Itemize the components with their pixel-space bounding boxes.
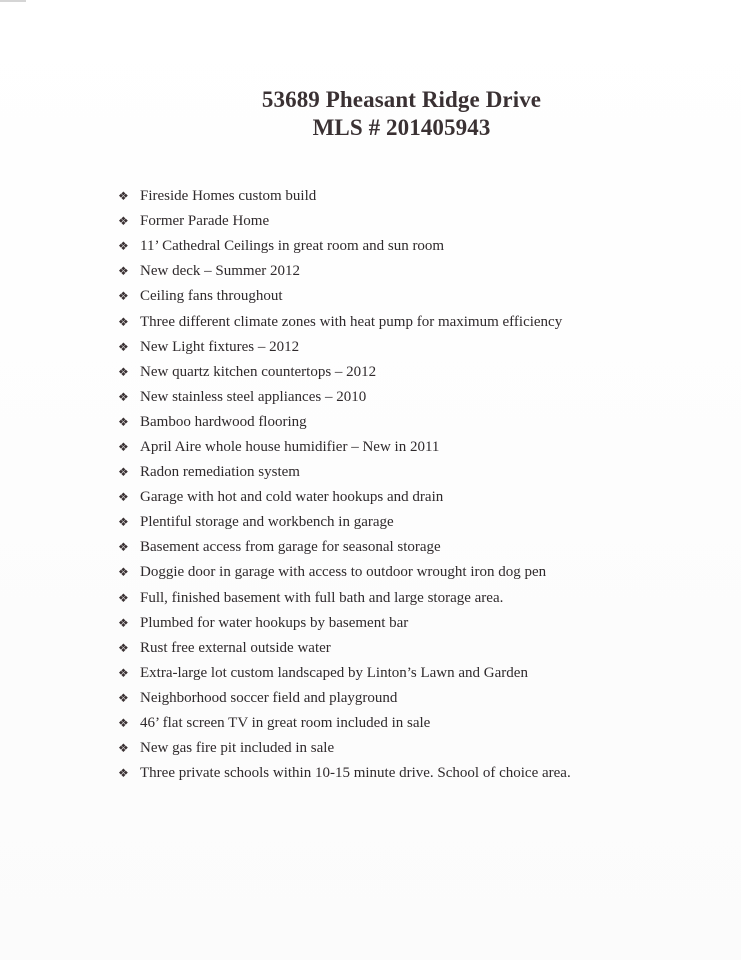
feature-text: Bamboo hardwood flooring (140, 413, 307, 430)
feature-list-item (118, 410, 718, 435)
mls-number-title: MLS # 201405943 (312, 115, 491, 140)
feature-list-item (118, 661, 718, 686)
diamond-bullet-icon: ❖ (118, 364, 129, 379)
diamond-bullet-icon: ❖ (118, 214, 129, 229)
feature-text: Plumbed for water hookups by basement bar (140, 614, 409, 631)
feature-text: New Light fixtures – 2012 (140, 338, 300, 355)
diamond-bullet-icon: ❖ (118, 741, 129, 756)
diamond-bullet-icon: ❖ (118, 189, 129, 204)
feature-list-item (118, 460, 718, 485)
feature-text: Rust free external outside water (140, 639, 331, 656)
diamond-bullet-icon: ❖ (118, 289, 129, 304)
diamond-bullet-icon: ❖ (118, 665, 129, 680)
diamond-bullet-icon: ❖ (118, 339, 129, 354)
feature-list-item (118, 560, 718, 585)
feature-text: 11’ Cathedral Ceilings in great room and sun room (140, 238, 445, 255)
feature-text: Radon remediation system (140, 464, 300, 481)
feature-text: Fireside Homes custom build (140, 188, 317, 205)
feature-list-item (118, 586, 718, 611)
diamond-bullet-icon: ❖ (118, 716, 129, 731)
diamond-bullet-icon: ❖ (118, 690, 129, 705)
diamond-bullet-icon: ❖ (118, 239, 129, 254)
feature-text: New gas fire pit included in sale (140, 740, 335, 757)
feature-text: 46’ flat screen TV in great room included in sale (140, 715, 431, 732)
feature-list-item (118, 510, 718, 535)
feature-text: New stainless steel appliances – 2010 (140, 388, 367, 405)
feature-text: Former Parade Home (140, 213, 270, 230)
feature-text: Three different climate zones with heat pump for maximum efficiency (140, 313, 563, 330)
document-header (0, 86, 741, 142)
feature-list-item (118, 611, 718, 636)
feature-text: Plentiful storage and workbench in garage (140, 514, 394, 531)
diamond-bullet-icon: ❖ (118, 439, 129, 454)
feature-list-item (118, 335, 718, 360)
feature-text: Doggie door in garage with access to outdoor wrought iron dog pen (140, 564, 547, 581)
feature-text: Neighborhood soccer field and playground (140, 689, 398, 706)
feature-list-item (118, 234, 718, 259)
feature-list-item (118, 711, 718, 736)
feature-list-item (118, 184, 718, 209)
feature-list-item (118, 259, 718, 284)
diamond-bullet-icon: ❖ (118, 515, 129, 530)
property-address-title: 53689 Pheasant Ridge Drive (261, 87, 542, 112)
feature-list-item (118, 360, 718, 385)
feature-list-item (118, 435, 718, 460)
feature-text: Three private schools within 10-15 minute drive. School of choice area. (140, 765, 571, 782)
diamond-bullet-icon: ❖ (118, 615, 129, 630)
feature-text: Basement access from garage for seasonal storage (140, 539, 441, 556)
feature-text: Full, finished basement with full bath and large storage area. (140, 589, 504, 606)
feature-text: Extra-large lot custom landscaped by Linton’s Lawn and Garden (140, 664, 528, 681)
scan-artifact (0, 0, 26, 2)
diamond-bullet-icon: ❖ (118, 590, 129, 605)
diamond-bullet-icon: ❖ (118, 314, 129, 329)
diamond-bullet-icon: ❖ (118, 465, 129, 480)
feature-list-item (118, 736, 718, 761)
feature-text: April Aire whole house humidifier – New in 2011 (140, 438, 440, 455)
diamond-bullet-icon: ❖ (118, 414, 129, 429)
diamond-bullet-icon: ❖ (118, 766, 129, 781)
feature-text: New deck – Summer 2012 (140, 263, 300, 280)
feature-text: Garage with hot and cold water hookups and drain (140, 489, 444, 506)
diamond-bullet-icon: ❖ (118, 264, 129, 279)
diamond-bullet-icon: ❖ (118, 540, 129, 555)
feature-list-item (118, 686, 718, 711)
feature-list (118, 184, 718, 786)
feature-text: Ceiling fans throughout (140, 288, 283, 305)
diamond-bullet-icon: ❖ (118, 640, 129, 655)
feature-list-item (118, 485, 718, 510)
feature-list-item (118, 209, 718, 234)
diamond-bullet-icon: ❖ (118, 565, 129, 580)
feature-list-item (118, 309, 718, 334)
feature-list-item (118, 535, 718, 560)
feature-text: New quartz kitchen countertops – 2012 (140, 363, 377, 380)
feature-list-item (118, 761, 718, 786)
diamond-bullet-icon: ❖ (118, 389, 129, 404)
diamond-bullet-icon: ❖ (118, 490, 129, 505)
feature-list-item (118, 636, 718, 661)
feature-list-item (118, 284, 718, 309)
feature-list-item (118, 385, 718, 410)
